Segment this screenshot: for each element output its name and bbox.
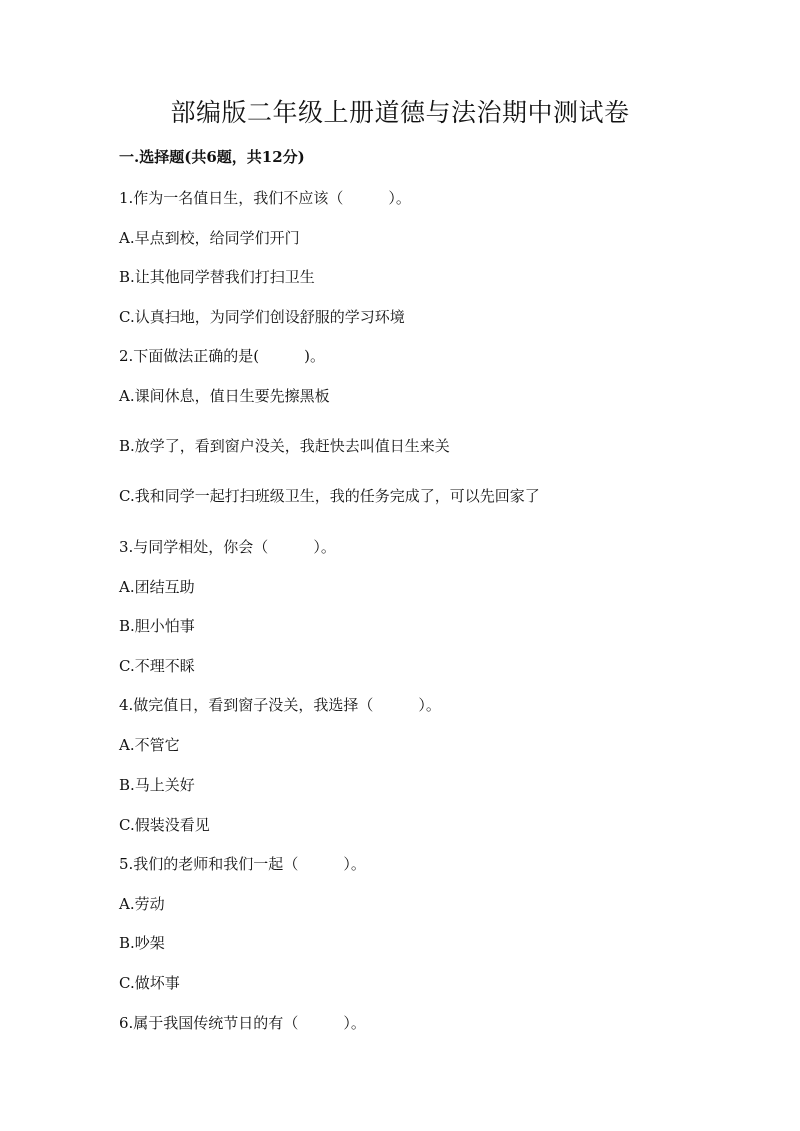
section-heading: 一.选择题(共6题，共12分) bbox=[119, 148, 305, 166]
question-1-stem: 1.作为一名值日生，我们不应该（ ）。 bbox=[119, 189, 411, 207]
question-3-stem: 3.与同学相处，你会（ ）。 bbox=[119, 538, 336, 556]
question-2-option-c: C.我和同学一起打扫班级卫生，我的任务完成了，可以先回家了 bbox=[119, 487, 540, 505]
question-1-option-b: B.让其他同学替我们打扫卫生 bbox=[119, 268, 315, 286]
question-5-option-c: C.做坏事 bbox=[119, 974, 180, 992]
question-2-option-a: A.课间休息，值日生要先擦黑板 bbox=[119, 387, 330, 405]
question-4-stem: 4.做完值日，看到窗子没关，我选择（ ）。 bbox=[119, 696, 441, 714]
question-3-option-a: A.团结互助 bbox=[119, 578, 195, 596]
page-title: 部编版二年级上册道德与法治期中测试卷 bbox=[170, 98, 630, 127]
question-5-option-b: B.吵架 bbox=[119, 934, 165, 952]
question-2-option-b: B.放学了，看到窗户没关，我赶快去叫值日生来关 bbox=[119, 437, 450, 455]
question-4-option-c: C.假装没看见 bbox=[119, 816, 210, 834]
question-2-stem: 2.下面做法正确的是( )。 bbox=[119, 347, 326, 365]
question-3-option-c: C.不理不睬 bbox=[119, 657, 195, 675]
question-6-stem: 6.属于我国传统节日的有（ ）。 bbox=[119, 1014, 366, 1032]
question-3-option-b: B.胆小怕事 bbox=[119, 617, 195, 635]
question-1-option-a: A.早点到校，给同学们开门 bbox=[119, 229, 300, 247]
question-5-option-a: A.劳动 bbox=[119, 895, 165, 913]
question-5-stem: 5.我们的老师和我们一起（ ）。 bbox=[119, 855, 366, 873]
question-1-option-c: C.认真扫地，为同学们创设舒服的学习环境 bbox=[119, 308, 405, 326]
question-4-option-b: B.马上关好 bbox=[119, 776, 195, 794]
question-4-option-a: A.不管它 bbox=[119, 736, 180, 754]
